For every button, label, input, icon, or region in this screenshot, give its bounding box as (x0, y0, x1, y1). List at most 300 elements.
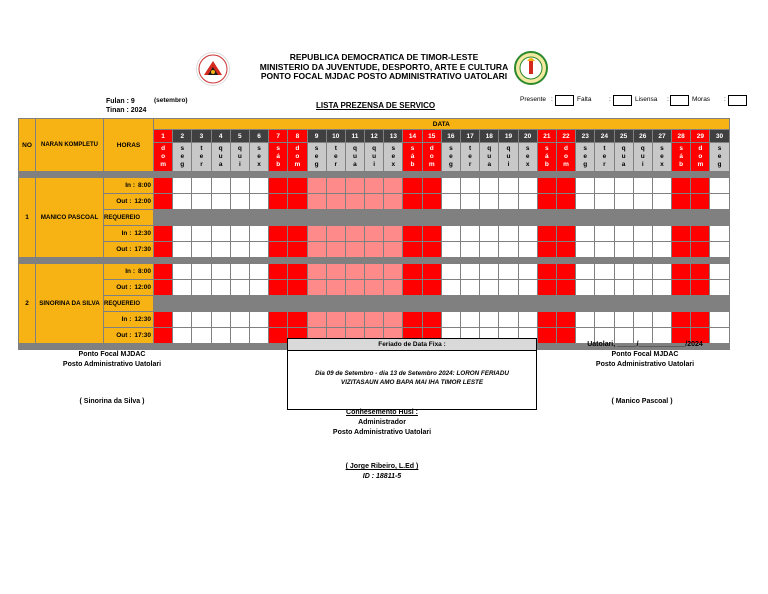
attendance-cell[interactable] (461, 242, 480, 258)
holiday-box-title: Feriado de Data Fixa : (288, 339, 536, 351)
attendance-cell[interactable] (576, 312, 595, 328)
attendance-cell[interactable] (614, 178, 633, 194)
attendance-cell[interactable] (307, 226, 326, 242)
attendance-cell[interactable] (710, 280, 729, 296)
attendance-cell[interactable] (537, 178, 556, 194)
attendance-cell[interactable] (192, 312, 211, 328)
requereio-label: REQUEREIO (104, 210, 154, 226)
attendance-cell[interactable] (230, 226, 249, 242)
attendance-cell[interactable] (154, 264, 173, 280)
attendance-cell[interactable] (173, 242, 192, 258)
attendance-cell[interactable] (556, 242, 575, 258)
time-slot-value: 8:00 (137, 182, 151, 189)
attendance-cell[interactable] (384, 242, 403, 258)
attendance-cell[interactable] (461, 226, 480, 242)
legend-presente-box[interactable] (555, 95, 574, 106)
attendance-cell[interactable] (652, 178, 671, 194)
attendance-cell[interactable] (441, 264, 460, 280)
attendance-cell[interactable] (230, 264, 249, 280)
attendance-cell[interactable] (633, 312, 652, 328)
requereio-label: REQUEREIO (104, 296, 154, 312)
footer-place-date: Uatolari, _____/____________/2024 (587, 341, 703, 348)
attendance-cell[interactable] (518, 194, 537, 210)
attendance-cell[interactable] (652, 194, 671, 210)
attendance-cell[interactable] (518, 226, 537, 242)
day-letter-header: s á b (269, 143, 288, 172)
attendance-cell[interactable] (326, 280, 345, 296)
left-signature: ( Sinorina da Silva ) (79, 398, 145, 405)
attendance-cell[interactable] (403, 312, 422, 328)
attendance-cell[interactable] (710, 312, 729, 328)
attendance-cell[interactable] (672, 242, 691, 258)
attendance-cell[interactable] (518, 178, 537, 194)
time-slot-label: Out : (116, 246, 132, 253)
attendance-cell[interactable] (422, 242, 441, 258)
attendance-cell[interactable] (672, 264, 691, 280)
attendance-cell[interactable] (192, 264, 211, 280)
attendance-cell[interactable] (173, 312, 192, 328)
attendance-cell[interactable] (652, 264, 671, 280)
attendance-cell[interactable] (461, 264, 480, 280)
attendance-cell[interactable] (211, 264, 230, 280)
attendance-cell[interactable] (614, 194, 633, 210)
attendance-cell[interactable] (288, 264, 307, 280)
attendance-cell[interactable] (403, 264, 422, 280)
day-number-header: 1 (154, 130, 173, 143)
tinan-value: 2024 (130, 107, 147, 114)
attendance-cell[interactable] (480, 226, 499, 242)
attendance-cell[interactable] (269, 264, 288, 280)
time-slot-value: 8:00 (137, 268, 151, 275)
attendance-cell[interactable] (326, 264, 345, 280)
attendance-cell[interactable] (499, 312, 518, 328)
day-letter-header: s e x (249, 143, 268, 172)
attendance-cell[interactable] (518, 312, 537, 328)
attendance-cell[interactable] (269, 242, 288, 258)
attendance-cell[interactable] (595, 264, 614, 280)
attendance-cell[interactable] (633, 226, 652, 242)
attendance-cell[interactable] (192, 194, 211, 210)
attendance-cell[interactable] (710, 226, 729, 242)
attendance-cell[interactable] (595, 178, 614, 194)
attendance-cell[interactable] (403, 226, 422, 242)
attendance-cell[interactable] (288, 312, 307, 328)
footer-center-block (312, 408, 452, 438)
attendance-cell[interactable] (249, 226, 268, 242)
attendance-cell[interactable] (173, 264, 192, 280)
day-letter-header: s e x (652, 143, 671, 172)
legend-moras-label: Moras (692, 96, 711, 103)
attendance-cell[interactable] (441, 312, 460, 328)
attendance-cell[interactable] (326, 178, 345, 194)
attendance-cell[interactable] (288, 178, 307, 194)
time-slot-label: Out : (116, 332, 132, 339)
holiday-text-line-2: VIZITASAUN AMO BAPA MAI IHA TIMOR LESTE (340, 379, 484, 386)
attendance-cell[interactable] (173, 280, 192, 296)
attendance-cell[interactable] (652, 226, 671, 242)
attendance-cell[interactable] (365, 280, 384, 296)
day-number-header: 16 (441, 130, 460, 143)
attendance-cell[interactable] (345, 280, 364, 296)
time-slot (104, 264, 154, 280)
day-number-header: 21 (537, 130, 556, 143)
attendance-cell[interactable] (672, 178, 691, 194)
time-slot-value: 12:30 (134, 316, 151, 323)
attendance-cell[interactable] (710, 178, 729, 194)
attendance-cell[interactable] (537, 328, 556, 344)
attendance-cell[interactable] (710, 194, 729, 210)
attendance-cell[interactable] (576, 194, 595, 210)
attendance-cell[interactable] (691, 226, 710, 242)
table-row (19, 296, 730, 312)
attendance-cell[interactable] (154, 312, 173, 328)
legend-lisensa-box[interactable] (670, 95, 689, 106)
time-slot-label: In : (121, 316, 132, 323)
attendance-cell[interactable] (614, 280, 633, 296)
attendance-cell[interactable] (345, 264, 364, 280)
attendance-cell[interactable] (288, 226, 307, 242)
attendance-cell[interactable] (633, 242, 652, 258)
day-letter-header: q u i (633, 143, 652, 172)
attendance-cell[interactable] (461, 194, 480, 210)
tinan-label: Tinan : (106, 107, 129, 114)
attendance-cell[interactable] (403, 280, 422, 296)
attendance-cell[interactable] (249, 242, 268, 258)
attendance-cell[interactable] (173, 178, 192, 194)
attendance-cell[interactable] (422, 226, 441, 242)
attendance-cell[interactable] (345, 194, 364, 210)
attendance-cell[interactable] (710, 264, 729, 280)
attendance-cell[interactable] (499, 280, 518, 296)
attendance-cell[interactable] (556, 328, 575, 344)
attendance-cell[interactable] (211, 194, 230, 210)
attendance-cell[interactable] (691, 242, 710, 258)
attendance-cell[interactable] (192, 242, 211, 258)
attendance-cell[interactable] (249, 280, 268, 296)
attendance-cell[interactable] (441, 280, 460, 296)
attendance-cell[interactable] (211, 280, 230, 296)
attendance-cell[interactable] (441, 226, 460, 242)
attendance-cell[interactable] (154, 328, 173, 344)
attendance-cell[interactable] (403, 194, 422, 210)
attendance-cell[interactable] (154, 194, 173, 210)
day-number-header: 30 (710, 130, 729, 143)
attendance-cell[interactable] (537, 194, 556, 210)
attendance-cell[interactable] (230, 312, 249, 328)
attendance-cell[interactable] (173, 328, 192, 344)
attendance-cell[interactable] (384, 226, 403, 242)
attendance-cell[interactable] (211, 226, 230, 242)
footer-right-line-2: Posto Administrativo Uatolari (595, 361, 695, 368)
attendance-cell[interactable] (365, 242, 384, 258)
attendance-cell[interactable] (633, 264, 652, 280)
day-number-header: 10 (326, 130, 345, 143)
day-letter-header: q u a (211, 143, 230, 172)
attendance-cell[interactable] (288, 194, 307, 210)
attendance-cell[interactable] (652, 312, 671, 328)
attendance-cell[interactable] (672, 280, 691, 296)
day-number-header: 28 (672, 130, 691, 143)
day-letter-header: q u a (614, 143, 633, 172)
footer-left-line-1: Ponto Focal MJDAC (78, 351, 146, 358)
attendance-cell[interactable] (499, 242, 518, 258)
attendance-cell[interactable] (192, 178, 211, 194)
attendance-cell[interactable] (345, 312, 364, 328)
requereio-bar (154, 296, 730, 312)
right-signature: ( Manico Pascoal ) (611, 398, 673, 405)
day-letter-header: s e g (441, 143, 460, 172)
attendance-cell[interactable] (422, 194, 441, 210)
attendance-cell[interactable] (173, 194, 192, 210)
attendance-cell[interactable] (422, 178, 441, 194)
attendance-cell[interactable] (288, 280, 307, 296)
attendance-cell[interactable] (480, 242, 499, 258)
attendance-cell[interactable] (441, 242, 460, 258)
attendance-cell[interactable] (403, 178, 422, 194)
attendance-cell[interactable] (269, 226, 288, 242)
attendance-cell[interactable] (595, 280, 614, 296)
attendance-cell[interactable] (595, 242, 614, 258)
attendance-cell[interactable] (249, 328, 268, 344)
attendance-cell[interactable] (518, 242, 537, 258)
attendance-cell[interactable] (230, 194, 249, 210)
attendance-cell[interactable] (595, 194, 614, 210)
attendance-cell[interactable] (269, 312, 288, 328)
attendance-cell[interactable] (230, 242, 249, 258)
attendance-cell[interactable] (269, 328, 288, 344)
attendance-cell[interactable] (154, 178, 173, 194)
employee-name: SINORINA DA SILVA (36, 264, 104, 344)
time-slot (104, 242, 154, 258)
attendance-cell[interactable] (691, 194, 710, 210)
time-slot-value: 12:00 (134, 284, 151, 291)
day-number-header: 3 (192, 130, 211, 143)
attendance-cell[interactable] (691, 264, 710, 280)
attendance-cell[interactable] (595, 226, 614, 242)
attendance-cell[interactable] (480, 194, 499, 210)
attendance-cell[interactable] (307, 312, 326, 328)
attendance-cell[interactable] (499, 264, 518, 280)
attendance-cell[interactable] (345, 242, 364, 258)
attendance-cell[interactable] (537, 242, 556, 258)
attendance-cell[interactable] (384, 312, 403, 328)
day-number-header: 19 (499, 130, 518, 143)
attendance-cell[interactable] (365, 194, 384, 210)
attendance-cell[interactable] (269, 280, 288, 296)
attendance-cell[interactable] (537, 226, 556, 242)
attendance-cell[interactable] (211, 328, 230, 344)
attendance-cell[interactable] (403, 242, 422, 258)
day-number-header: 4 (211, 130, 230, 143)
day-letter-header: t e r (461, 143, 480, 172)
time-slot (104, 280, 154, 296)
day-number-header: 27 (652, 130, 671, 143)
attendance-cell[interactable] (576, 242, 595, 258)
attendance-cell[interactable] (384, 194, 403, 210)
holiday-box-text (288, 369, 536, 387)
attendance-cell[interactable] (710, 242, 729, 258)
attendance-cell[interactable] (576, 178, 595, 194)
attendance-cell[interactable] (384, 280, 403, 296)
header-line-1: REPUBLICA DEMOCRATICA DE TIMOR-LESTE (289, 52, 479, 62)
attendance-cell[interactable] (499, 226, 518, 242)
attendance-cell[interactable] (384, 178, 403, 194)
attendance-cell[interactable] (345, 178, 364, 194)
attendance-cell[interactable] (365, 226, 384, 242)
column-header-data: DATA (154, 119, 730, 130)
attendance-cell[interactable] (365, 264, 384, 280)
attendance-cell[interactable] (633, 280, 652, 296)
attendance-cell[interactable] (614, 242, 633, 258)
attendance-cell[interactable] (480, 312, 499, 328)
legend-falta-box[interactable] (613, 95, 632, 106)
attendance-cell[interactable] (691, 280, 710, 296)
attendance-cell[interactable] (691, 312, 710, 328)
day-letter-header: s e g (173, 143, 192, 172)
attendance-cell[interactable] (307, 264, 326, 280)
attendance-cell[interactable] (614, 312, 633, 328)
day-number-header: 24 (595, 130, 614, 143)
day-number-header: 20 (518, 130, 537, 143)
document-header (0, 53, 768, 82)
attendance-cell[interactable] (365, 312, 384, 328)
attendance-cell[interactable] (269, 194, 288, 210)
time-slot (104, 178, 154, 194)
attendance-cell[interactable] (249, 312, 268, 328)
attendance-cell[interactable] (576, 280, 595, 296)
attendance-cell[interactable] (192, 226, 211, 242)
attendance-cell[interactable] (384, 264, 403, 280)
time-slot-label: In : (121, 230, 132, 237)
attendance-cell[interactable] (249, 178, 268, 194)
attendance-cell[interactable] (537, 280, 556, 296)
attendance-cell[interactable] (345, 226, 364, 242)
day-letter-header: s á b (672, 143, 691, 172)
attendance-cell[interactable] (672, 312, 691, 328)
legend-presente-label: Presente (520, 96, 547, 103)
attendance-cell[interactable] (461, 312, 480, 328)
day-letter-header: t e r (595, 143, 614, 172)
attendance-cell[interactable] (633, 194, 652, 210)
day-letter-header: d o m (691, 143, 710, 172)
day-number-header: 8 (288, 130, 307, 143)
attendance-cell[interactable] (230, 280, 249, 296)
attendance-cell[interactable] (422, 280, 441, 296)
attendance-cell[interactable] (173, 226, 192, 242)
attendance-cell[interactable] (441, 194, 460, 210)
attendance-cell[interactable] (672, 226, 691, 242)
table-row (19, 210, 730, 226)
attendance-cell[interactable] (154, 242, 173, 258)
attendance-cell[interactable] (154, 226, 173, 242)
attendance-cell[interactable] (556, 194, 575, 210)
attendance-cell[interactable] (230, 328, 249, 344)
attendance-cell[interactable] (192, 280, 211, 296)
attendance-table (18, 118, 730, 350)
attendance-cell[interactable] (288, 242, 307, 258)
attendance-cell[interactable] (480, 264, 499, 280)
time-slot-value: 17:30 (134, 246, 151, 253)
attendance-cell[interactable] (307, 280, 326, 296)
attendance-cell[interactable] (518, 280, 537, 296)
attendance-cell[interactable] (307, 194, 326, 210)
attendance-cell[interactable] (614, 226, 633, 242)
attendance-cell[interactable] (249, 194, 268, 210)
time-slot-label: In : (125, 182, 135, 189)
attendance-cell[interactable] (556, 280, 575, 296)
attendance-cell[interactable] (326, 194, 345, 210)
attendance-cell[interactable] (326, 226, 345, 242)
center-id: ID : 18811-5 (362, 473, 402, 480)
attendance-cell[interactable] (691, 178, 710, 194)
attendance-cell[interactable] (326, 242, 345, 258)
attendance-cell[interactable] (614, 264, 633, 280)
attendance-cell[interactable] (461, 178, 480, 194)
time-slot (104, 312, 154, 328)
attendance-cell[interactable] (576, 226, 595, 242)
attendance-cell[interactable] (499, 194, 518, 210)
attendance-cell[interactable] (499, 178, 518, 194)
attendance-cell[interactable] (633, 178, 652, 194)
attendance-cell[interactable] (652, 242, 671, 258)
attendance-cell[interactable] (326, 312, 345, 328)
attendance-cell[interactable] (595, 312, 614, 328)
attendance-cell[interactable] (269, 178, 288, 194)
day-number-header: 7 (269, 130, 288, 143)
attendance-cell[interactable] (441, 178, 460, 194)
attendance-cell[interactable] (192, 328, 211, 344)
attendance-cell[interactable] (652, 280, 671, 296)
attendance-cell[interactable] (211, 178, 230, 194)
attendance-cell[interactable] (422, 312, 441, 328)
attendance-cell[interactable] (154, 280, 173, 296)
attendance-cell[interactable] (556, 226, 575, 242)
legend-moras-box[interactable] (728, 95, 747, 106)
attendance-cell[interactable] (556, 178, 575, 194)
attendance-cell[interactable] (537, 312, 556, 328)
fulan-value: 9 (130, 98, 135, 105)
attendance-cell[interactable] (480, 280, 499, 296)
attendance-cell[interactable] (211, 312, 230, 328)
attendance-cell[interactable] (230, 178, 249, 194)
attendance-cell[interactable] (365, 178, 384, 194)
time-slot (104, 328, 154, 344)
day-letter-header: d o m (556, 143, 575, 172)
attendance-cell[interactable] (249, 264, 268, 280)
attendance-cell[interactable] (422, 264, 441, 280)
column-header-name: NARAN KOMPLETU (36, 119, 104, 172)
table-row (19, 264, 730, 280)
fulan-field (106, 98, 135, 105)
attendance-cell[interactable] (537, 264, 556, 280)
attendance-cell[interactable] (211, 242, 230, 258)
attendance-cell[interactable] (556, 264, 575, 280)
time-slot-value: 17:30 (134, 332, 151, 339)
attendance-cell[interactable] (307, 242, 326, 258)
center-signature-block (312, 462, 452, 482)
attendance-cell[interactable] (576, 264, 595, 280)
day-number-header: 11 (345, 130, 364, 143)
day-letter-header: d o m (422, 143, 441, 172)
attendance-cell[interactable] (461, 280, 480, 296)
attendance-cell[interactable] (672, 194, 691, 210)
fulan-label: Fulan : (106, 98, 129, 105)
attendance-cell[interactable] (307, 178, 326, 194)
attendance-cell[interactable] (480, 178, 499, 194)
attendance-cell[interactable] (518, 264, 537, 280)
day-letter-header: s e x (384, 143, 403, 172)
attendance-cell[interactable] (556, 312, 575, 328)
